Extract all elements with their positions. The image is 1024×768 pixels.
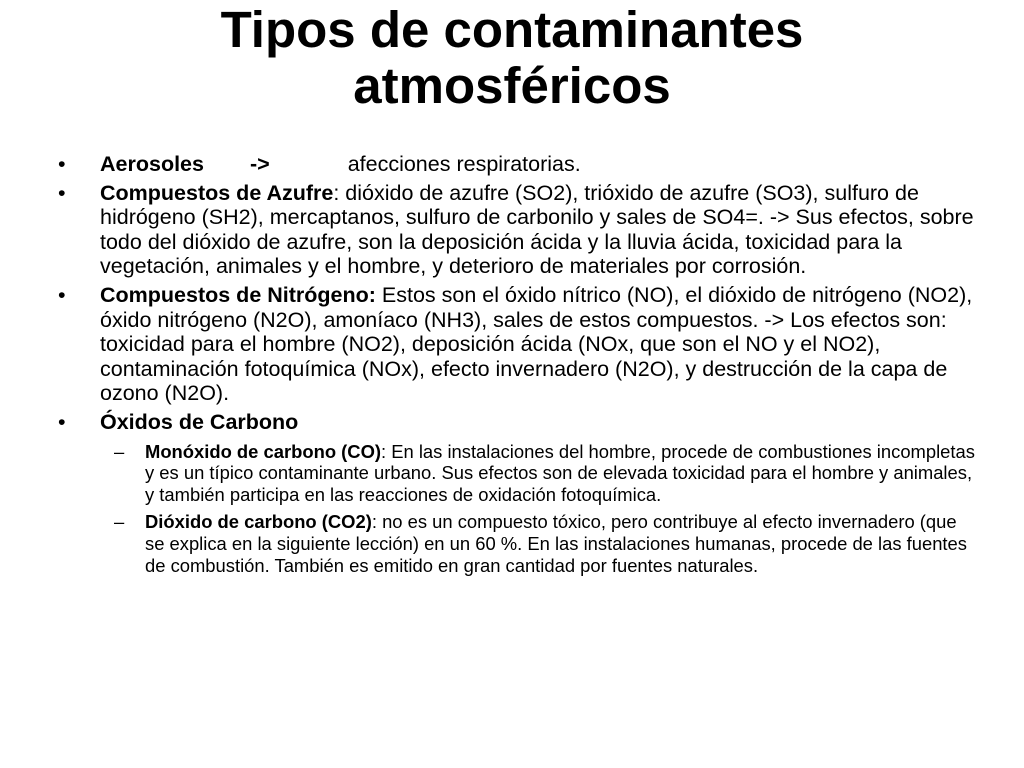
- bullet-label: Óxidos de Carbono: [100, 409, 299, 434]
- bullet-text: afecciones respiratorias.: [347, 152, 581, 176]
- sub-item-text: : En las instalaciones del hombre, procede de combustiones incompletas y es un típico contaminante urbano. Sus efectos son de elevada toxicidad para el hombre y animales, y también participa en las reacciones de oxidación fotoquímica.: [145, 440, 975, 505]
- bullet-list: [58, 152, 978, 576]
- slide-title-line-1: Tipos de contaminantes: [220, 1, 804, 58]
- sub-item-dioxido: [100, 511, 978, 576]
- bullet-item-aerosoles: [58, 152, 978, 177]
- slide-content: [58, 152, 978, 582]
- bullet-text: Estos son el óxido nítrico (NO), el dióxido de nitrógeno (NO2), óxido nitrógeno (N2O), amoníaco (NH3), sales de estos compuestos. -> Los efectos son: toxicidad para el hombre (NO2), deposición ácida (NOx, que son el NO y el NO2), contaminación fotoquímica (NOx), efecto invernadero (N2O), y destrucción de la capa de ozono (N2O).: [100, 282, 973, 406]
- bullet-label: Compuestos de Azufre: [100, 180, 334, 205]
- bullet-label: Aerosoles: [100, 152, 204, 176]
- bullet-item-azufre: [58, 181, 978, 279]
- sub-item-text: : no es un compuesto tóxico, pero contribuye al efecto invernadero (que se explica en la siguiente lección) en un 60 %. En las instalaciones humanas, procede de las fuentes de combustión. También es emitido en gran cantidad por fuentes naturales.: [145, 511, 967, 576]
- bullet-marker: •: [58, 282, 66, 307]
- bullet-arrow: ->: [249, 152, 270, 176]
- slide-title: [0, 2, 1024, 114]
- bullet-text: : dióxido de azufre (SO2), trióxido de azufre (SO3), sulfuro de hidrógeno (SH2), mercaptanos, sulfuro de carbonilo y sales de SO4=. -> Sus efectos, sobre todo del dióxido de azufre, son la deposición ácida y la lluvia ácida, toxicidad para la vegetación, animales y el hombre, y deterioro de materiales por corrosión.: [100, 180, 974, 279]
- sub-bullet-list: [100, 441, 978, 577]
- sub-bullet-marker: –: [114, 511, 125, 533]
- bullet-label: Compuestos de Nitrógeno:: [100, 282, 376, 307]
- sub-item-monoxido: [100, 441, 978, 506]
- sub-item-label: Dióxido de carbono (CO2): [145, 511, 372, 533]
- sub-item-label: Monóxido de carbono (CO): [145, 440, 381, 462]
- bullet-marker: •: [58, 180, 66, 205]
- bullet-item-nitrogeno: [58, 283, 978, 406]
- sub-bullet-marker: –: [114, 440, 125, 462]
- bullet-marker: •: [58, 152, 66, 176]
- bullet-marker: •: [58, 409, 66, 434]
- bullet-item-carbono: [58, 410, 978, 576]
- slide-title-line-2: atmosféricos: [353, 57, 671, 114]
